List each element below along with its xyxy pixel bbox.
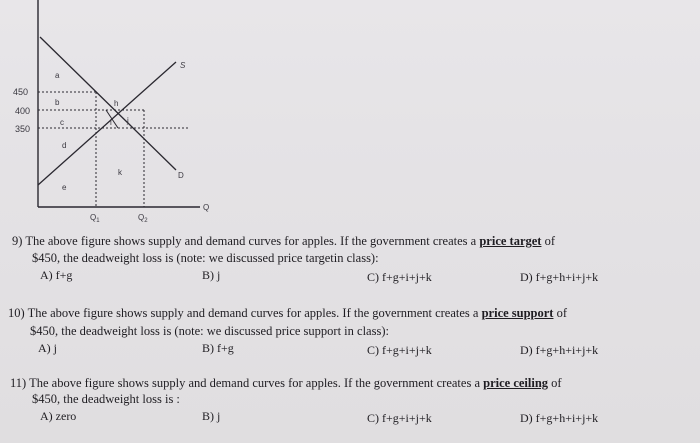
question-text: The above figure shows supply and demand curves for apples. If the government creates a [27, 306, 482, 320]
area-label-c: c [60, 118, 64, 127]
question-10-line1 [8, 306, 567, 321]
price-label-350: 350 [15, 124, 31, 134]
question-text-end: of [541, 234, 556, 248]
question-text-end: of [553, 306, 568, 320]
region-i-edge [106, 110, 118, 128]
option-d[interactable]: D) f+g+h+i+j+k [520, 270, 599, 284]
question-11-line2: $450, the deadweight loss is : [32, 392, 180, 406]
option-d[interactable]: D) f+g+h+i+j+k [520, 411, 599, 425]
area-label-h: h [114, 99, 119, 108]
option-c[interactable]: C) f+g+i+j+k [367, 270, 432, 284]
question-number: 9) [12, 234, 23, 248]
option-a[interactable]: A) j [38, 341, 57, 355]
question-9-line1 [12, 234, 555, 249]
quantity-label-q1: $Q_1$ [90, 213, 100, 224]
area-label-d: d [62, 141, 67, 150]
price-label-400: 400 [15, 106, 31, 116]
option-c[interactable]: C) f+g+i+j+k [367, 411, 432, 425]
option-d[interactable]: D) f+g+h+i+j+k [520, 343, 599, 357]
question-10-line2: $450, the deadweight loss is (note: we discussed price support in class): [30, 324, 389, 338]
question-number: 11) [10, 376, 27, 390]
question-text-end: of [548, 376, 562, 390]
quantity-label-q2: $Q_2$ [138, 213, 148, 224]
option-a[interactable]: A) zero [40, 409, 77, 423]
option-b[interactable]: B) f+g [202, 341, 234, 355]
question-9-line2: $450, the deadweight loss is (note: we discussed price targetin class): [32, 251, 379, 265]
demand-label: D [178, 171, 184, 180]
supply-label: S [180, 61, 186, 70]
option-b[interactable]: B) j [202, 409, 221, 423]
area-label-k: k [118, 168, 122, 177]
question-text: The above figure shows supply and demand curves for apples. If the government creates a [29, 376, 484, 390]
option-b[interactable]: B) j [202, 268, 221, 282]
option-c[interactable]: C) f+g+i+j+k [367, 343, 432, 357]
area-label-a: a [55, 71, 60, 80]
quantity-axis-label: Q [203, 203, 210, 212]
question-keyword: price support [481, 306, 554, 320]
price-label-450: 450 [13, 87, 29, 97]
area-label-e: e [62, 183, 67, 192]
question-number: 10) [8, 306, 25, 320]
area-label-j: j [127, 116, 129, 125]
supply-curve [38, 62, 176, 185]
area-label-b: b [55, 98, 60, 107]
demand-curve [40, 37, 176, 170]
area-label-i: i [110, 118, 112, 127]
question-text: The above figure shows supply and demand curves for apples. If the government creates a [25, 234, 480, 248]
question-keyword: price target [479, 234, 542, 248]
question-11-line1 [10, 376, 562, 391]
option-a[interactable]: A) f+g [40, 268, 73, 282]
question-keyword: price ceiling [483, 376, 549, 390]
